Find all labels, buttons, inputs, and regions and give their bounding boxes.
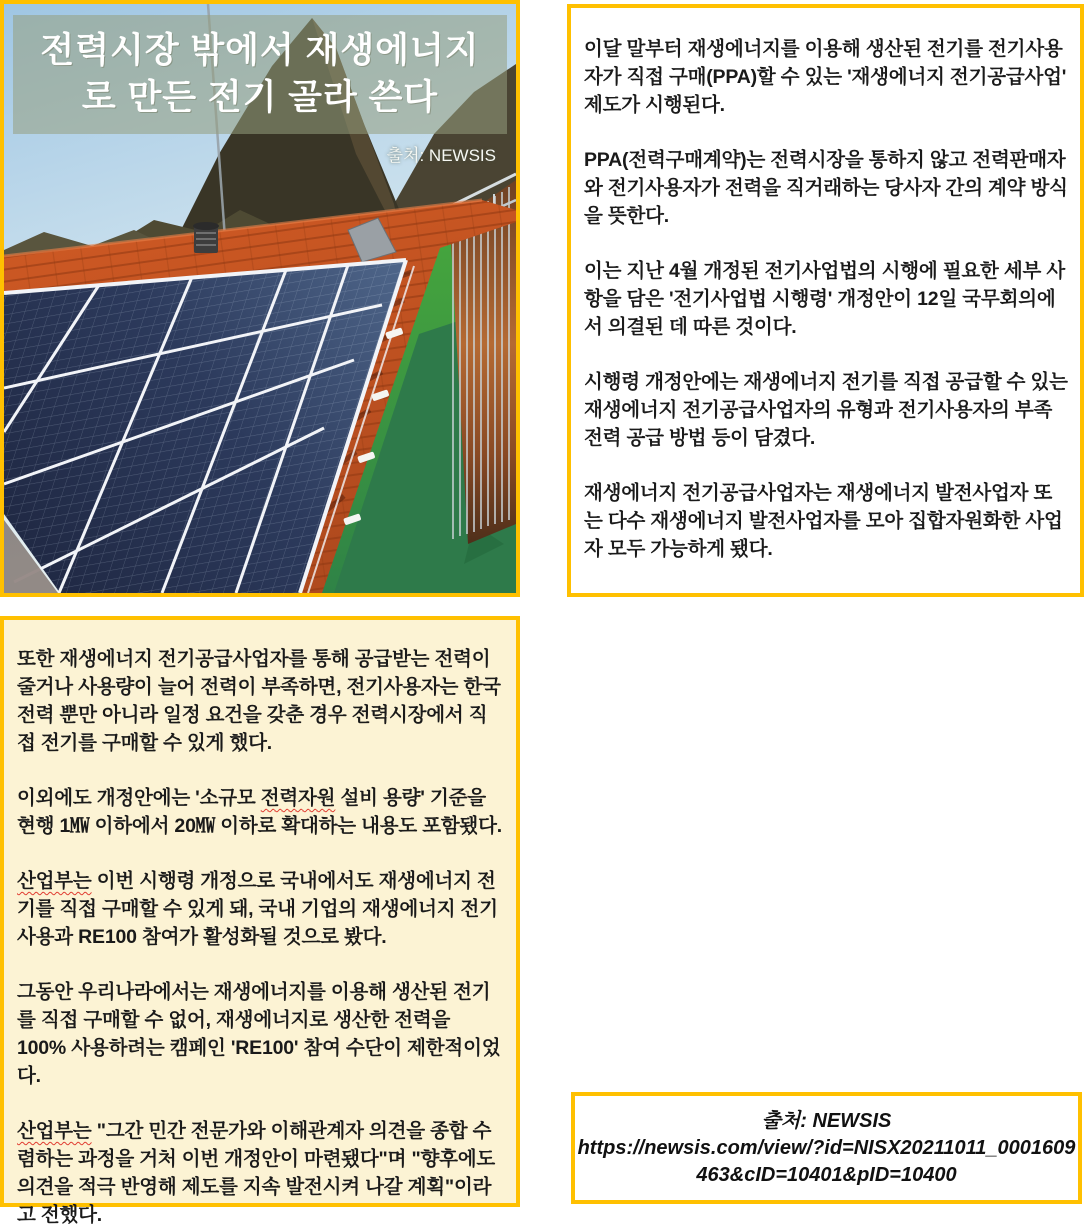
paragraph-text: 이외에도 개정안에는 '소규모 [17,787,261,809]
source-label: 출처: NEWSIS [761,1109,892,1132]
paragraph: 재생에너지 전기공급사업자는 재생에너지 발전사업자 또는 다수 재생에너지 발전사업자를 모아 집합자원화한 사업자 모두 가능하게 됐다. [584,482,1063,560]
source-url-line2: 463&cID=10401&pID=10400 [696,1163,957,1186]
paragraph [17,784,504,840]
paragraph: 이달 말부터 재생에너지를 이용해 생산된 전기를 전기사용자가 직접 구매(PPA)할 수 있는 '재생에너지 전기공급사업' 제도가 시행된다. [584,38,1067,116]
headline-line2: 로 만든 전기 골라 쓴다 [81,78,439,117]
paragraph-text: "그간 민간 전문가와 이해관계자 의견을 종합 수렴하는 과정을 거처 이번 개정안이 마련됐다"며 "향후에도 의견을 적극 반영해 제도를 지속 발전시켜 나갈 계획"이라고 전했다. [17,1120,496,1226]
source-box [571,1092,1082,1204]
paragraph: PPA(전력구매계약)는 전력시장을 통하지 않고 전력판매자와 전기사용자가 전력을 직거래하는 당사자 간의 계약 방식을 뜻한다. [584,149,1068,227]
right-article-box [567,4,1084,597]
spellcheck-underlined-word: 전력자원 [260,787,336,809]
paragraph [17,1117,504,1229]
paragraph: 이는 지난 4월 개정된 전기사업법의 시행에 필요한 세부 사항을 담은 '전기사업법 시행령' 개정안이 12일 국무회의에서 의결된 데 따른 것이다. [584,260,1066,338]
source-url-line1: https://newsis.com/view/?id=NISX20211011_0001609 [577,1136,1076,1159]
paragraph: 그동안 우리나라에서는 재생에너지를 이용해 생산된 전기를 직접 구매할 수 없어, 재생에너지로 생산한 전력을 100% 사용하려는 캠페인 'RE100' 참여 수단이 제한적이었다. [17,981,501,1087]
paragraph-text: 이번 시행령 개정으로 국내에서도 재생에너지 전기를 직접 구매할 수 있게 돼, 국내 기업의 재생에너지 전기 사용과 RE100 참여가 활성화될 것으로 봤다. [17,870,498,948]
headline-line1: 전력시장 밖에서 재생에너지 [40,30,480,70]
spellcheck-underlined-word: 산업부는 [17,1120,92,1142]
spellcheck-underlined-word: 산업부는 [17,870,92,892]
photo-credit: 출처: NEWSIS [386,146,496,165]
roof-vent-icon [193,222,219,253]
paragraph: 또한 재생에너지 전기공급사업자를 통해 공급받는 전력이 줄거나 사용량이 늘어 전력이 부족하면, 전기사용자는 한국전력 뿐만 아니라 일정 요건을 갖춘 경우 전력시장에서 직접 전기를 구매할 수 있게 했다. [17,648,501,754]
paragraph: 시행령 개정안에는 재생에너지 전기를 직접 공급할 수 있는 재생에너지 전기공급사업자의 유형과 전기사용자의 부족 전력 공급 방법 등이 담겼다. [584,371,1068,449]
paragraph-text: 설비 용량' 기준을 현행 1㎿ 이하에서 20㎿ 이하로 확대하는 내용도 포함됐다. [17,787,503,837]
left-article-box [0,616,520,1226]
title-overlay-band [13,15,507,134]
paragraph [17,867,504,951]
photo-card [0,0,520,597]
